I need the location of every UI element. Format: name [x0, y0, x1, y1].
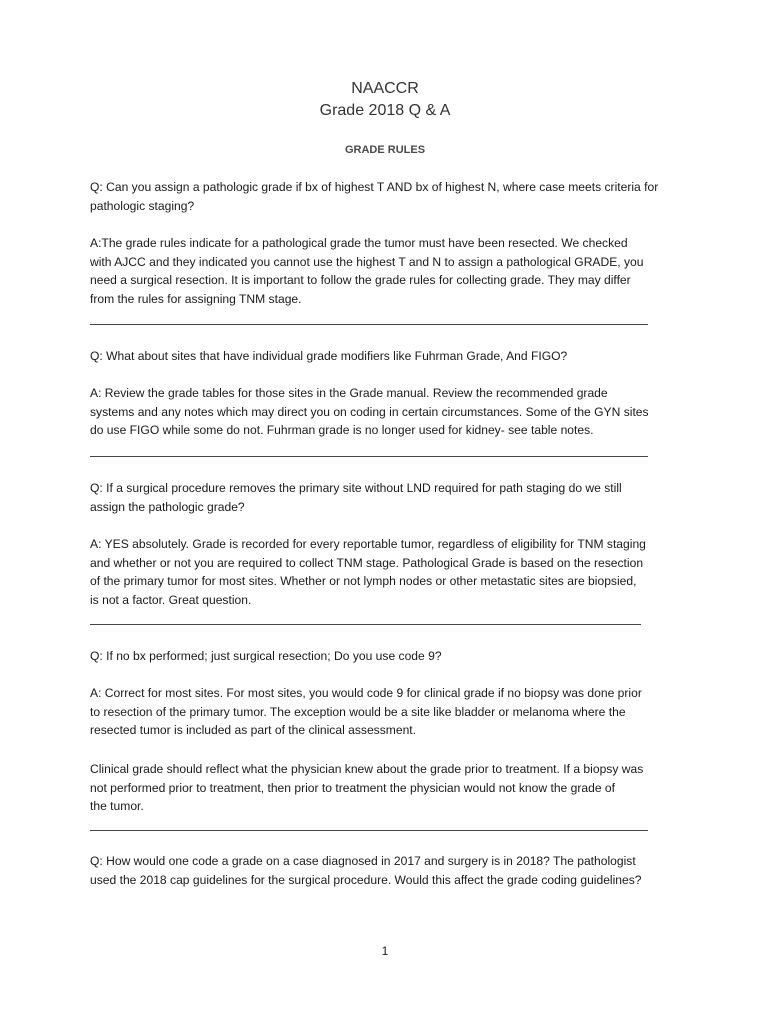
answer-line: of the primary tumor for most sites. Whether or not lymph nodes or other metastatic sites are biopsied,: [90, 574, 637, 588]
question-1: [90, 178, 690, 215]
answer-line: is not a factor. Great question.: [90, 592, 252, 607]
answer-line: A:The grade rules indicate for a pathological grade the tumor must have been resected. We checked: [90, 236, 628, 250]
question-line: Q: If no bx performed; just surgical resection; Do you use code 9?: [90, 649, 442, 663]
answer-4-continued: [90, 760, 690, 816]
answer-line: need a surgical resection. It is important to follow the grade rules for collecting grade. They may differ: [90, 273, 631, 287]
answer-line: systems and any notes which may direct you on coding in certain circumstances. Some of the GYN sites: [90, 404, 649, 419]
separator-line: [90, 324, 648, 325]
answer-line: from the rules for assigning TNM stage.: [90, 291, 302, 306]
answer-line: and whether or not you are required to collect TNM stage. Pathological Grade is based on the resection: [90, 555, 644, 570]
question-line: assign the pathologic grade?: [90, 499, 245, 514]
answer-line: resected tumor is included as part of the clinical assessment.: [90, 723, 417, 737]
section-heading: GRADE RULES: [344, 144, 426, 156]
answer-line: to resection of the primary tumor. The exception would be a site like bladder or melanoma where the: [90, 704, 626, 719]
separator-line: [90, 830, 648, 831]
question-line: Q: How would one code a grade on a case diagnosed in 2017 and surgery is in 2018? The pathologist: [90, 854, 636, 868]
answer-line: Clinical grade should reflect what the physician knew about the grade prior to treatment. If a biopsy was: [90, 762, 644, 776]
answer-line: A: Correct for most sites. For most sites, you would code 9 for clinical grade if no biopsy was done prior: [90, 686, 642, 700]
question-line: Q: If a surgical procedure removes the primary site without LND required for path staging do we still: [90, 481, 622, 495]
question-line: used the 2018 cap guidelines for the surgical procedure. Would this affect the grade coding guidelines?: [90, 872, 642, 887]
separator-line: [90, 624, 641, 625]
answer-3: [90, 535, 690, 609]
question-line: Q: What about sites that have individual grade modifiers like Fuhrman Grade, And FIGO?: [90, 349, 568, 363]
page-number: 1: [381, 944, 389, 958]
answer-line: A: YES absolutely. Grade is recorded for every reportable tumor, regardless of eligibility for TNM staging: [90, 537, 646, 551]
answer-line: do use FIGO while some do not. Fuhrman grade is no longer used for kidney- see table notes.: [90, 423, 594, 437]
answer-1: [90, 234, 690, 308]
answer-line: the tumor.: [90, 799, 144, 813]
question-2: [90, 347, 690, 366]
question-line: pathologic staging?: [90, 198, 195, 213]
answer-line: A: Review the grade tables for those sites in the Grade manual. Review the recommended grade: [90, 386, 608, 400]
question-3: [90, 479, 690, 516]
answer-4: [90, 684, 690, 740]
answer-line: with AJCC and they indicated you cannot use the highest T and N to assign a pathological GRADE, you: [90, 254, 644, 269]
answer-2: [90, 384, 690, 440]
org-title: NAACCR: [351, 80, 419, 97]
document-title: Grade 2018 Q & A: [319, 102, 451, 119]
separator-line: [90, 456, 648, 457]
answer-line: not performed prior to treatment, then prior to treatment the physician would not know the grade of: [90, 780, 616, 795]
question-5: [90, 852, 690, 889]
question-4: [90, 647, 690, 666]
question-line: Q: Can you assign a pathologic grade if bx of highest T AND bx of highest N, where case meets criteria for: [90, 180, 659, 194]
